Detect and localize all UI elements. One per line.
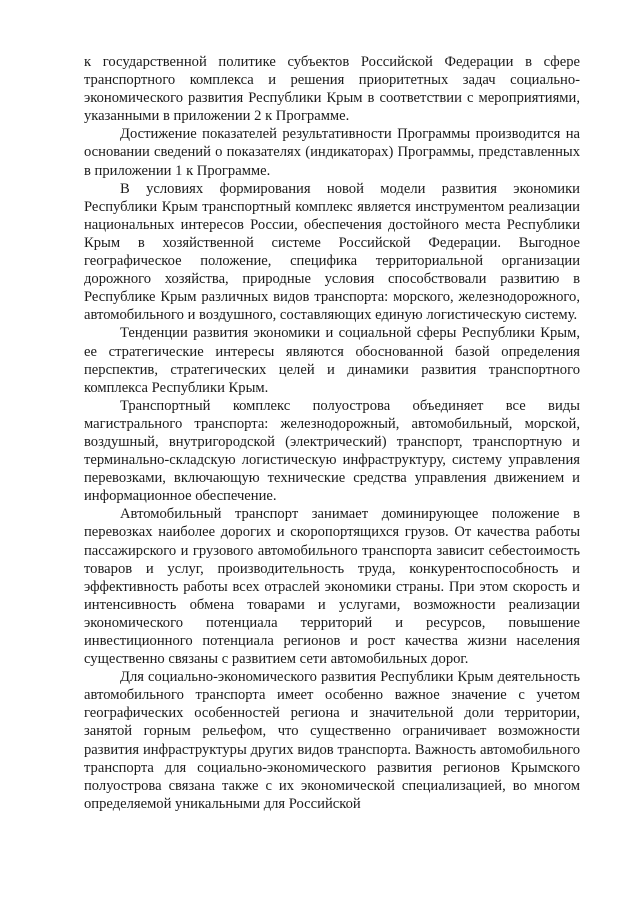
paragraph-trends: Тенденции развития экономики и социальной сферы Республики Крым, ее стратегические интересы являются обоснованной базой определения перспектив, стратегических целей и динамики развития транспортного комплекса Республики Крым. — [84, 325, 580, 396]
paragraph-road-transport: Автомобильный транспорт занимает доминирующее положение в перевозках наиболее дорогих и скоропортящихся грузов. От качества работы пассажирского и грузового автомобильного транспорта зависит себестоимость товаров и услуг, производительность труда, конкурентоспособность и эффективность работы всех отраслей экономики страны. При этом скорость и интенсивность обмена товарами и услугами, возможности реализации экономического потенциала территорий и ресурсов, повышение инвестиционного потенциала регионов и рост качества жизни населения существенно связаны с развитием сети автомобильных дорог. — [84, 506, 580, 668]
paragraph-transport-complex: Транспортный комплекс полуострова объединяет все виды магистрального транспорта: железнодорожный, автомобильный, морской, воздушный, внутригородской (электрический) транспорт, транспортную и терминально-складскую логистическую инфраструктуру, систему управления перевозками, включающую технические средства управления движением и информационное обеспечение. — [84, 397, 580, 505]
paragraph-indicators: Достижение показателей результативности Программы производится на основании сведений о показателях (индикаторах) Программы, представленных в приложении 1 к Программе. — [84, 126, 580, 179]
paragraph-socio-economic: Для социально-экономического развития Республики Крым деятельность автомобильного транспорта имеет особенно важное значение с учетом географических особенностей региона и значительной доли территории, занятой горным рельефом, что существенно ограничивает возможности развития инфраструктуры других видов транспорта. Важность автомобильного транспорта для социально-экономического развития регионов Крымского полуострова связана также с их экономической специализацией, во многом определяемой уникальными для Российской — [84, 669, 580, 812]
paragraph-new-model: В условиях формирования новой модели развития экономики Республики Крым транспортный комплекс является инструментом реализации национальных интересов России, обеспечения достойного места Республики Крым в хозяйственной системе Российской Федерации. Выгодное географическое положение, специфика территориальной организации дорожного хозяйства, природные условия способствовали развитию в Республике Крым различных видов транспорта: морского, железнодорожного, автомобильного и воздушного, составляющих единую логистическую систему. — [84, 180, 580, 324]
document-body — [84, 53, 580, 813]
paragraph-continuation: к государственной политике субъектов Российской Федерации в сфере транспортного комплекса и решения приоритетных задач социально-экономического развития Республики Крым в соответствии с мероприятиями, указанными в приложении 2 к Программе. — [84, 54, 580, 125]
